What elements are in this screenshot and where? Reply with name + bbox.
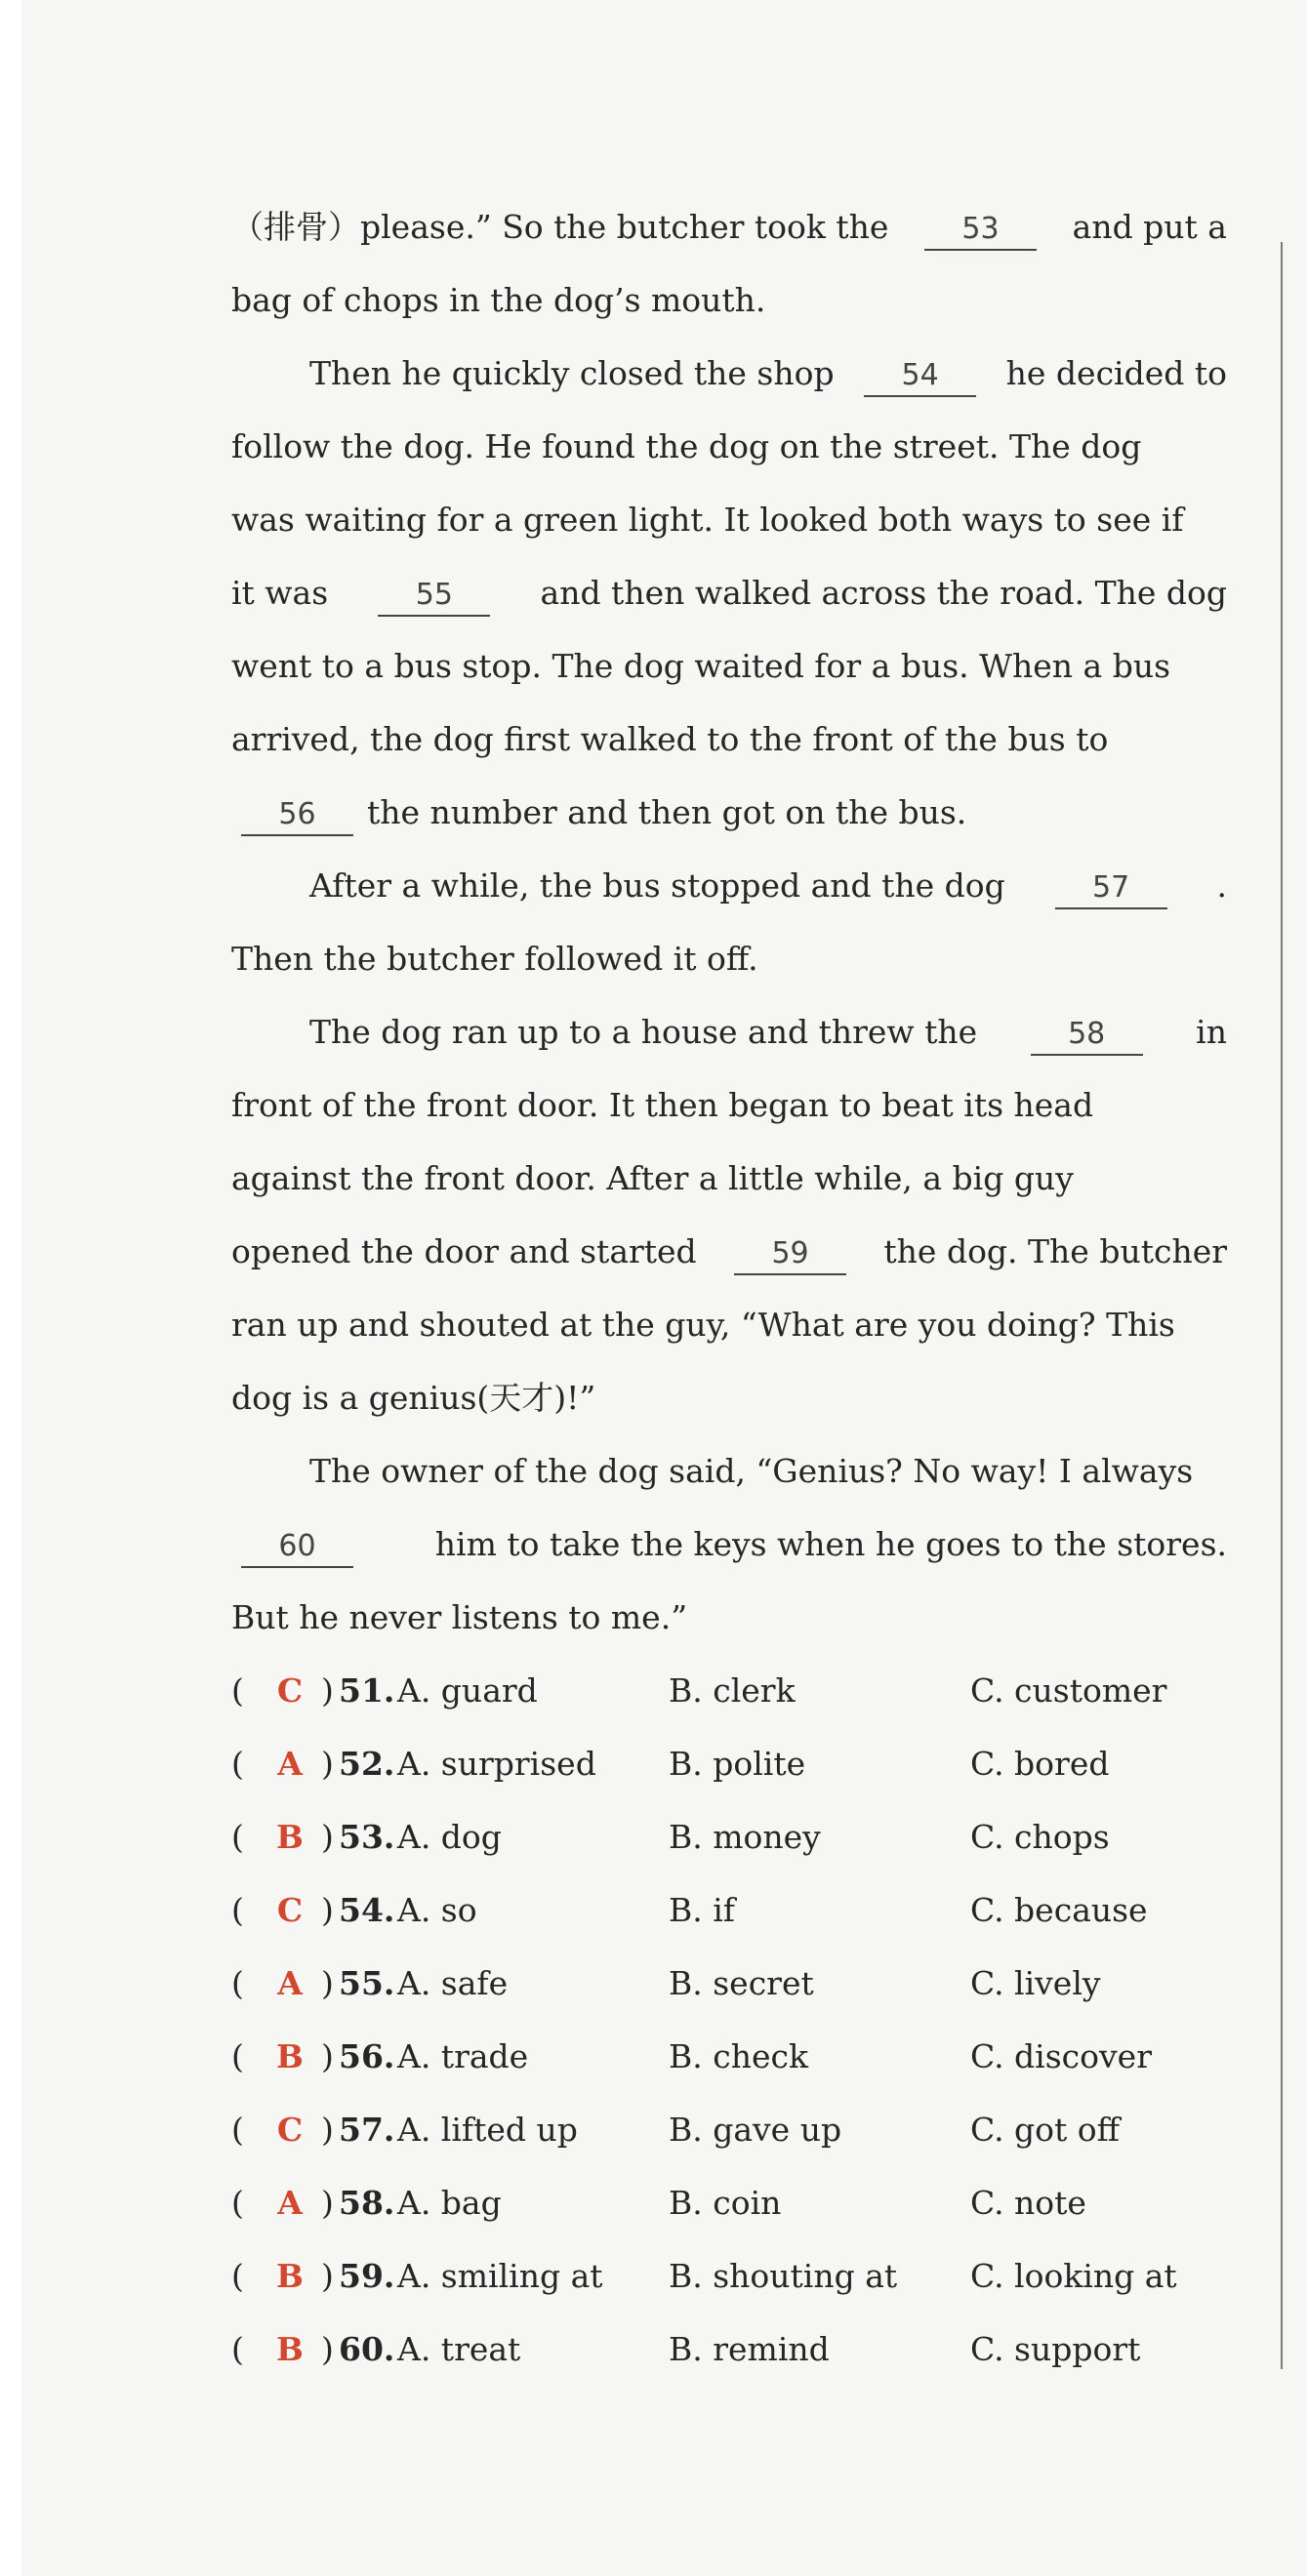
option-c: C. bored [970,1745,1110,1783]
paren-close: ) [321,1964,334,2002]
margin-rule [1281,242,1283,2369]
option-a: A. lifted up [397,2111,578,2149]
passage-line-12 [309,1008,1227,1057]
passage-line-20 [231,1593,701,1642]
passage-text: was waiting for a green light. It looked both ways to see if [231,501,1184,539]
passage-text: bag of chops in the dog’s mouth. [231,281,766,319]
question-number: 59. [339,2257,395,2295]
question-number: 52. [339,1745,395,1783]
option-c: C. got off [970,2111,1121,2149]
paren-close: ) [321,1745,334,1783]
question-row-52 [231,1740,1227,1789]
answer-letter: A [277,1964,303,2002]
option-c: C. note [970,2184,1086,2222]
passage-text: the dog. The butcher [883,1232,1227,1270]
question-row-58 [231,2179,1227,2228]
option-a: A. so [397,1891,477,1929]
passage-text: it was [231,574,329,612]
option-a: A. smiling at [397,2257,603,2295]
option-b: B. remind [669,2330,830,2368]
option-c: C. customer [970,1671,1167,1710]
passage-line-7 [231,642,1227,691]
question-number: 55. [339,1964,395,2002]
option-c: C. lively [970,1964,1101,2002]
option-b: B. coin [669,2184,782,2222]
paren-open: ( [231,2257,244,2295]
question-number: 57. [339,2111,395,2149]
question-row-56 [231,2033,1227,2081]
option-a: A. safe [397,1964,509,2002]
passage-line-8 [231,715,1227,764]
option-b: B. if [669,1891,735,1929]
question-row-54 [231,1886,1227,1935]
passage-text: ran up and shouted at the guy, “What are you doing? This [231,1306,1175,1344]
blank-53: 53 [924,210,1037,251]
passage-line-5 [231,496,1227,544]
passage-text: and then walked across the road. The dog [540,574,1227,612]
paren-close: ) [321,1671,334,1710]
question-row-55 [231,1959,1227,2008]
option-b: B. clerk [669,1671,796,1710]
blank-59: 59 [734,1234,846,1275]
passage-text: Then he quickly closed the shop [309,354,835,392]
passage-text: . [1216,866,1227,905]
passage-line-3 [309,349,1227,398]
question-row-53 [231,1813,1227,1862]
option-c: C. discover [970,2037,1152,2075]
answer-letter: B [276,1818,304,1856]
paren-close: ) [321,2184,334,2222]
passage-text: The dog ran up to a house and threw the [309,1013,978,1051]
passage-line-18 [309,1447,1227,1496]
question-number: 53. [339,1818,395,1856]
blank-56: 56 [241,795,353,836]
option-a: A. bag [397,2184,502,2222]
question-number: 58. [339,2184,395,2222]
option-a: A. guard [397,1671,538,1710]
paren-open: ( [231,2037,244,2075]
blank-57: 57 [1055,868,1167,909]
answer-letter: B [276,2257,304,2295]
option-a: A. dog [397,1818,502,1856]
passage-text: against the front door. After a little while, a big guy [231,1159,1074,1197]
option-b: B. money [669,1818,821,1856]
paren-close: ) [321,1818,334,1856]
answer-letter: C [276,2111,304,2149]
paren-close: ) [321,1891,334,1929]
passage-line-19 [231,1520,1227,1569]
paren-open: ( [231,1964,244,2002]
passage-text: follow the dog. He found the dog on the street. The dog [231,427,1142,465]
passage-line-10 [309,862,1227,910]
question-row-59 [231,2252,1227,2301]
passage-text: arrived, the dog first walked to the front of the bus to [231,720,1109,758]
answer-letter: B [276,2330,304,2368]
passage-text: he decided to [1005,354,1227,392]
paren-close: ) [321,2330,334,2368]
passage-text: the number and then got on the bus. [367,793,967,831]
passage-line-17 [231,1374,609,1423]
passage-text: in [1196,1013,1227,1051]
option-a: A. surprised [397,1745,596,1783]
blank-58: 58 [1031,1015,1143,1056]
passage-text: After a while, the bus stopped and the dog [309,866,1005,905]
passage-text: dog is a genius(天才)!” [231,1379,596,1417]
question-number: 54. [339,1891,395,1929]
passage-line-13 [231,1081,1227,1130]
paren-open: ( [231,1671,244,1710]
option-c: C. support [970,2330,1141,2368]
answer-letter: A [277,2184,303,2222]
passage-text: and put a [1072,208,1227,246]
option-a: A. treat [397,2330,521,2368]
blank-60: 60 [241,1527,353,1568]
paren-open: ( [231,1745,244,1783]
option-b: B. shouting at [669,2257,898,2295]
option-b: B. polite [669,1745,806,1783]
passage-line-11 [231,935,772,984]
paren-open: ( [231,1891,244,1929]
option-b: B. secret [669,1964,814,2002]
passage-text: went to a bus stop. The dog waited for a bus. When a bus [231,647,1171,685]
paren-close: ) [321,2257,334,2295]
paren-open: ( [231,2111,244,2149]
question-row-60 [231,2325,1227,2374]
paren-close: ) [321,2037,334,2075]
passage-text: （排骨）please.” So the butcher took the [231,208,889,246]
option-b: B. gave up [669,2111,842,2149]
option-b: B. check [669,2037,808,2075]
passage-text: him to take the keys when he goes to the stores. [434,1525,1227,1563]
passage-text: front of the front door. It then began to beat its head [231,1086,1094,1124]
passage-line-14 [231,1154,1227,1203]
paren-open: ( [231,2184,244,2222]
question-number: 56. [339,2037,395,2075]
blank-54: 54 [864,356,976,397]
blank-55: 55 [378,576,490,617]
answer-letter: C [276,1671,304,1710]
answer-letter: C [276,1891,304,1929]
answer-letter: B [276,2037,304,2075]
passage-text: opened the door and started [231,1232,697,1270]
paren-close: ) [321,2111,334,2149]
passage-line-9 [231,788,980,837]
question-row-57 [231,2106,1227,2154]
passage-line-4 [231,423,1227,471]
passage-line-2 [231,276,779,325]
question-row-51 [231,1667,1227,1715]
option-c: C. because [970,1891,1148,1929]
passage-text: But he never listens to me.” [231,1598,688,1636]
passage-line-15 [231,1228,1227,1276]
option-c: C. looking at [970,2257,1177,2295]
option-c: C. chops [970,1818,1110,1856]
paren-open: ( [231,2330,244,2368]
passage-line-1 [231,203,1227,252]
passage-line-6 [231,569,1227,618]
passage-text: The owner of the dog said, “Genius? No way! I always [309,1452,1194,1490]
question-number: 51. [339,1671,395,1710]
answer-letter: A [277,1745,303,1783]
option-a: A. trade [397,2037,529,2075]
passage-text: Then the butcher followed it off. [231,940,758,978]
question-number: 60. [339,2330,395,2368]
passage-line-16 [231,1301,1227,1349]
paren-open: ( [231,1818,244,1856]
